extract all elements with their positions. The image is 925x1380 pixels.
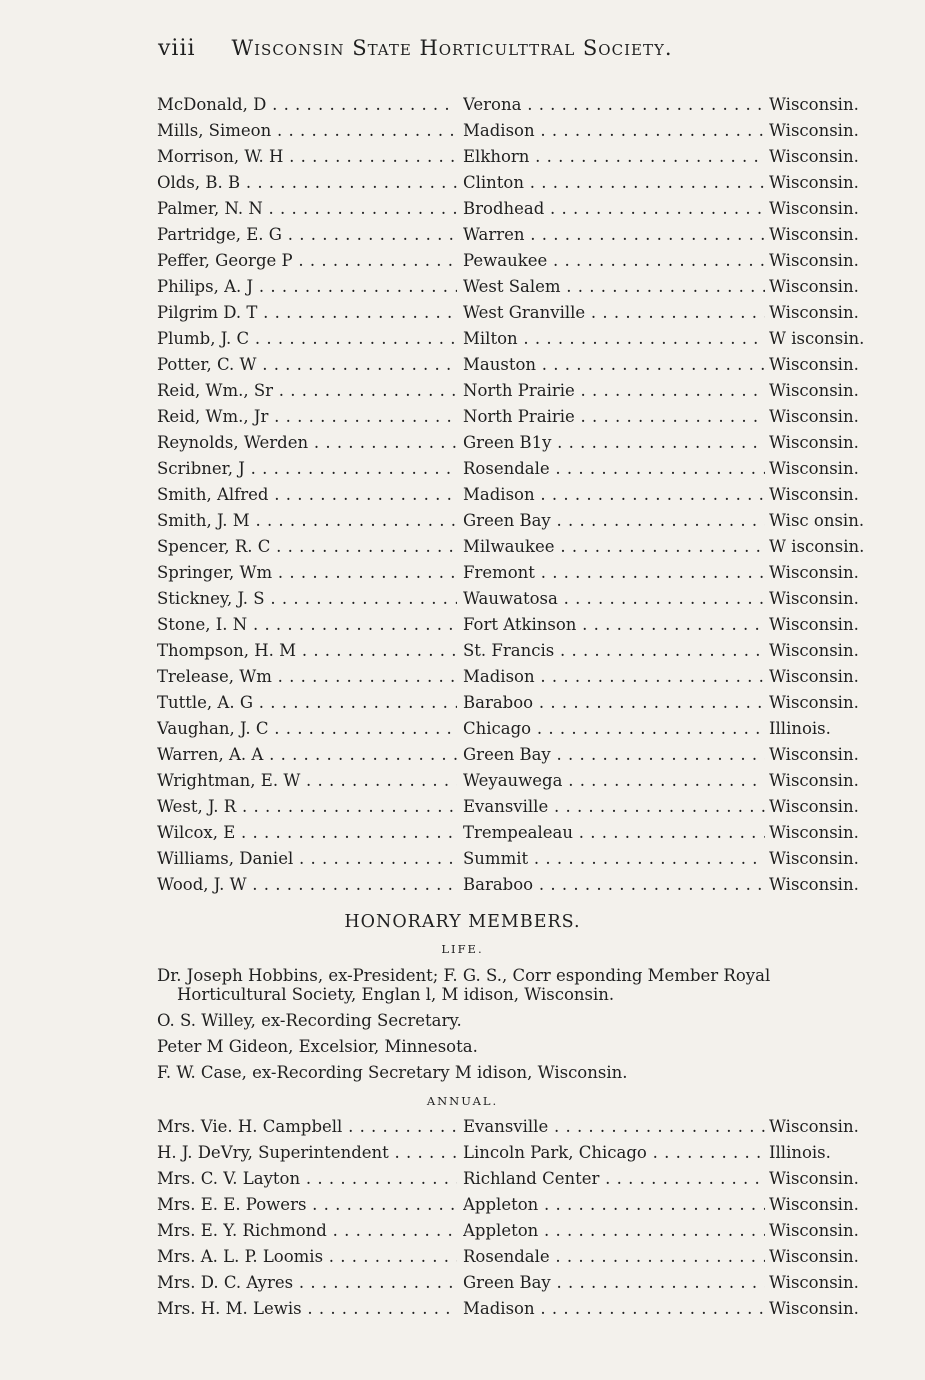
member-state-cell bbox=[769, 326, 885, 352]
member-name: Wood, J. W . . . bbox=[157, 875, 457, 894]
member-town-cell bbox=[463, 794, 765, 820]
member-state: Wisconsin. bbox=[769, 563, 859, 582]
member-row bbox=[157, 794, 885, 820]
member-state: Wisconsin. bbox=[769, 1273, 859, 1292]
member-name-cell bbox=[157, 378, 457, 404]
member-state-cell bbox=[769, 92, 885, 118]
member-row bbox=[157, 690, 885, 716]
member-state: Wisc onsin. bbox=[769, 511, 865, 530]
member-state-cell bbox=[769, 118, 885, 144]
member-row bbox=[157, 482, 885, 508]
member-name: Spencer, R. C . . . bbox=[157, 537, 457, 556]
member-name: Smith, Alfred . . . bbox=[157, 485, 457, 504]
member-state-cell bbox=[769, 404, 885, 430]
member-name-cell bbox=[157, 300, 457, 326]
member-state-cell bbox=[769, 378, 885, 404]
member-town-cell bbox=[463, 690, 765, 716]
annual-members-heading: ANNUAL. bbox=[426, 1094, 499, 1108]
member-state-cell bbox=[769, 248, 885, 274]
member-name-cell bbox=[157, 196, 457, 222]
member-town: Baraboo . . . bbox=[463, 693, 765, 712]
member-name: Wilcox, E . . . bbox=[157, 823, 457, 842]
member-state-cell bbox=[769, 664, 885, 690]
member-name: Mrs. E. Y. Richmond . . . bbox=[157, 1221, 457, 1240]
member-row bbox=[157, 1218, 885, 1244]
member-state: Wisconsin. bbox=[769, 823, 859, 842]
member-state: Wisconsin. bbox=[769, 1195, 859, 1214]
member-name: Reid, Wm., Sr . . . bbox=[157, 381, 457, 400]
life-member-entry bbox=[157, 1011, 897, 1030]
member-name-cell bbox=[157, 690, 457, 716]
member-town-cell bbox=[463, 1244, 765, 1270]
member-state-cell bbox=[769, 352, 885, 378]
member-row bbox=[157, 352, 885, 378]
member-town: Lincoln Park, Chicago . . . bbox=[463, 1143, 765, 1162]
member-row bbox=[157, 1192, 885, 1218]
member-town: Wauwatosa . . . bbox=[463, 589, 765, 608]
member-name: Philips, A. J . . . bbox=[157, 277, 457, 296]
member-state: Wisconsin. bbox=[769, 797, 859, 816]
member-state-cell bbox=[769, 508, 885, 534]
member-name-cell bbox=[157, 586, 457, 612]
life-members-heading: LIFE. bbox=[441, 942, 484, 956]
member-name: West, J. R . . . bbox=[157, 797, 457, 816]
member-row bbox=[157, 612, 885, 638]
member-name: Mrs. Vie. H. Campbell . . . bbox=[157, 1117, 457, 1136]
member-row bbox=[157, 638, 885, 664]
member-name: Plumb, J. C . . . bbox=[157, 329, 457, 348]
member-town: Green Bay . . . bbox=[463, 1273, 765, 1292]
member-name-cell bbox=[157, 1192, 457, 1218]
member-town: Evansville . . . bbox=[463, 1117, 765, 1136]
member-name: Stickney, J. S . . . bbox=[157, 589, 457, 608]
member-town-cell bbox=[463, 586, 765, 612]
member-state-cell bbox=[769, 768, 885, 794]
member-town: North Prairie . . . bbox=[463, 407, 765, 426]
member-row bbox=[157, 300, 885, 326]
annual-member-list bbox=[157, 1114, 885, 1322]
member-town-cell bbox=[463, 170, 765, 196]
member-row bbox=[157, 1166, 885, 1192]
member-name-cell bbox=[157, 118, 457, 144]
member-state: Wisconsin. bbox=[769, 615, 859, 634]
member-town-cell bbox=[463, 1140, 765, 1166]
member-state: Wisconsin. bbox=[769, 485, 859, 504]
member-state: Wisconsin. bbox=[769, 459, 859, 478]
member-name-cell bbox=[157, 326, 457, 352]
member-town-cell bbox=[463, 118, 765, 144]
member-row bbox=[157, 118, 885, 144]
member-state: Wisconsin. bbox=[769, 641, 859, 660]
member-town: Verona . . . bbox=[463, 95, 765, 114]
member-state: Wisconsin. bbox=[769, 121, 859, 140]
member-state: Wisconsin. bbox=[769, 1117, 859, 1136]
life-member-line: F. W. Case, ex-Recording Secretary M idison, Wisconsin. bbox=[157, 1063, 628, 1082]
member-name-cell bbox=[157, 664, 457, 690]
member-state-cell bbox=[769, 144, 885, 170]
member-town: Milton . . . bbox=[463, 329, 765, 348]
member-name-cell bbox=[157, 794, 457, 820]
member-town-cell bbox=[463, 352, 765, 378]
member-state: W isconsin. bbox=[769, 537, 865, 556]
member-name-cell bbox=[157, 430, 457, 456]
member-state: Wisconsin. bbox=[769, 407, 859, 426]
member-state-cell bbox=[769, 612, 885, 638]
member-town: Evansville . . . bbox=[463, 797, 765, 816]
member-name-cell bbox=[157, 1270, 457, 1296]
member-town: Trempealeau . . . bbox=[463, 823, 765, 842]
member-town: Warren . . . bbox=[463, 225, 765, 244]
member-name-cell bbox=[157, 1296, 457, 1322]
member-name-cell bbox=[157, 1244, 457, 1270]
life-member-line: Dr. Joseph Hobbins, ex-President; F. G. S., Corr esponding Member Royal bbox=[157, 966, 771, 985]
member-name-cell bbox=[157, 560, 457, 586]
member-town: Madison . . . bbox=[463, 667, 765, 686]
member-town: Fort Atkinson . . . bbox=[463, 615, 765, 634]
member-town-cell bbox=[463, 248, 765, 274]
life-member-entry bbox=[157, 1063, 897, 1082]
member-state: Illinois. bbox=[769, 719, 831, 738]
member-name: Stone, I. N . . . bbox=[157, 615, 457, 634]
life-member-entry bbox=[157, 966, 897, 1004]
member-name: Olds, B. B . . . bbox=[157, 173, 457, 192]
member-town-cell bbox=[463, 872, 765, 898]
member-town: Madison . . . bbox=[463, 1299, 765, 1318]
member-state: Wisconsin. bbox=[769, 355, 859, 374]
member-name-cell bbox=[157, 846, 457, 872]
member-row bbox=[157, 846, 885, 872]
member-name: Wrightman, E. W . . . bbox=[157, 771, 457, 790]
member-state: Wisconsin. bbox=[769, 693, 859, 712]
member-state: Wisconsin. bbox=[769, 589, 859, 608]
life-member-line: O. S. Willey, ex-Recording Secretary. bbox=[157, 1011, 462, 1030]
member-town-cell bbox=[463, 1192, 765, 1218]
honorary-members-heading: HONORARY MEMBERS. bbox=[344, 912, 581, 932]
member-town-cell bbox=[463, 638, 765, 664]
member-name-cell bbox=[157, 274, 457, 300]
member-state: Wisconsin. bbox=[769, 95, 859, 114]
member-row bbox=[157, 872, 885, 898]
member-name-cell bbox=[157, 1114, 457, 1140]
member-row bbox=[157, 404, 885, 430]
member-state: Wisconsin. bbox=[769, 251, 859, 270]
member-state-cell bbox=[769, 690, 885, 716]
member-name: Mrs. C. V. Layton . . . bbox=[157, 1169, 457, 1188]
member-state-cell bbox=[769, 1140, 885, 1166]
member-state-cell bbox=[769, 222, 885, 248]
member-state-cell bbox=[769, 742, 885, 768]
member-state: Wisconsin. bbox=[769, 225, 859, 244]
member-town: Green Bay . . . bbox=[463, 511, 765, 530]
member-name-cell bbox=[157, 638, 457, 664]
member-row bbox=[157, 742, 885, 768]
member-town: Appleton . . . bbox=[463, 1221, 765, 1240]
member-name: Vaughan, J. C . . . bbox=[157, 719, 457, 738]
member-town-cell bbox=[463, 482, 765, 508]
member-name-cell bbox=[157, 820, 457, 846]
member-state: Wisconsin. bbox=[769, 199, 859, 218]
member-row bbox=[157, 1270, 885, 1296]
member-row bbox=[157, 1114, 885, 1140]
member-name-cell bbox=[157, 612, 457, 638]
member-name-cell bbox=[157, 248, 457, 274]
member-town: West Granville . . . bbox=[463, 303, 765, 322]
member-town: Elkhorn . . . bbox=[463, 147, 765, 166]
life-member-list bbox=[157, 966, 897, 1089]
member-row bbox=[157, 144, 885, 170]
member-town: Chicago . . . bbox=[463, 719, 765, 738]
member-row bbox=[157, 430, 885, 456]
member-row bbox=[157, 1140, 885, 1166]
member-state-cell bbox=[769, 534, 885, 560]
member-state-cell bbox=[769, 430, 885, 456]
member-name: McDonald, D . . . bbox=[157, 95, 457, 114]
member-town: Mauston . . . bbox=[463, 355, 765, 374]
member-name: Mrs. E. E. Powers . . . bbox=[157, 1195, 457, 1214]
member-row bbox=[157, 716, 885, 742]
member-town-cell bbox=[463, 1296, 765, 1322]
member-row bbox=[157, 378, 885, 404]
member-name: Springer, Wm . . . bbox=[157, 563, 457, 582]
member-name: Mrs. D. C. Ayres . . . bbox=[157, 1273, 457, 1292]
member-state: Wisconsin. bbox=[769, 745, 859, 764]
member-name-cell bbox=[157, 1218, 457, 1244]
member-state-cell bbox=[769, 482, 885, 508]
member-name: Warren, A. A . . . bbox=[157, 745, 457, 764]
member-name-cell bbox=[157, 352, 457, 378]
member-state: Wisconsin. bbox=[769, 1299, 859, 1318]
member-name-cell bbox=[157, 170, 457, 196]
member-town-cell bbox=[463, 560, 765, 586]
member-town-cell bbox=[463, 144, 765, 170]
member-name-cell bbox=[157, 742, 457, 768]
member-state-cell bbox=[769, 196, 885, 222]
member-town-cell bbox=[463, 92, 765, 118]
member-town-cell bbox=[463, 846, 765, 872]
member-town: Rosendale . . . bbox=[463, 459, 765, 478]
member-name: Reynolds, Werden . . . bbox=[157, 433, 457, 452]
member-name-cell bbox=[157, 768, 457, 794]
member-state-cell bbox=[769, 274, 885, 300]
member-name-cell bbox=[157, 92, 457, 118]
member-row bbox=[157, 560, 885, 586]
member-town: Richland Center . . . bbox=[463, 1169, 765, 1188]
member-town-cell bbox=[463, 1270, 765, 1296]
member-name-cell bbox=[157, 482, 457, 508]
member-state-cell bbox=[769, 1296, 885, 1322]
member-name: Morrison, W. H . . . bbox=[157, 147, 457, 166]
member-town-cell bbox=[463, 274, 765, 300]
member-town-cell bbox=[463, 1114, 765, 1140]
member-state: Wisconsin. bbox=[769, 303, 859, 322]
member-state-cell bbox=[769, 1244, 885, 1270]
member-row bbox=[157, 1244, 885, 1270]
member-row bbox=[157, 508, 885, 534]
member-town-cell bbox=[463, 404, 765, 430]
member-town: Green B1y . . . bbox=[463, 433, 765, 452]
member-state: Wisconsin. bbox=[769, 667, 859, 686]
member-town-cell bbox=[463, 430, 765, 456]
member-state-cell bbox=[769, 1218, 885, 1244]
running-title: Wisconsin State Horticulttral Society. bbox=[231, 36, 673, 60]
member-town-cell bbox=[463, 456, 765, 482]
member-name: Potter, C. W . . . bbox=[157, 355, 457, 374]
member-town: Appleton . . . bbox=[463, 1195, 765, 1214]
member-town: Pewaukee . . . bbox=[463, 251, 765, 270]
member-state-cell bbox=[769, 1114, 885, 1140]
member-town-cell bbox=[463, 378, 765, 404]
page-header bbox=[158, 36, 798, 68]
member-row bbox=[157, 326, 885, 352]
member-state-cell bbox=[769, 638, 885, 664]
member-name: Peffer, George P . . . bbox=[157, 251, 457, 270]
member-state-cell bbox=[769, 846, 885, 872]
member-town: Clinton . . . bbox=[463, 173, 765, 192]
life-member-line: Peter M Gideon, Excelsior, Minnesota. bbox=[157, 1037, 478, 1056]
member-town-cell bbox=[463, 508, 765, 534]
member-town-cell bbox=[463, 820, 765, 846]
member-town-cell bbox=[463, 1166, 765, 1192]
member-state: Wisconsin. bbox=[769, 433, 859, 452]
member-state: Wisconsin. bbox=[769, 849, 859, 868]
member-list bbox=[157, 92, 885, 898]
member-town-cell bbox=[463, 612, 765, 638]
member-row bbox=[157, 534, 885, 560]
member-name: Scribner, J . . . bbox=[157, 459, 457, 478]
member-state-cell bbox=[769, 560, 885, 586]
member-name: Palmer, N. N . . . bbox=[157, 199, 457, 218]
member-name-cell bbox=[157, 872, 457, 898]
member-name: Pilgrim D. T . . . bbox=[157, 303, 457, 322]
member-town-cell bbox=[463, 716, 765, 742]
member-town-cell bbox=[463, 768, 765, 794]
member-name: Partridge, E. G . . . bbox=[157, 225, 457, 244]
member-name-cell bbox=[157, 144, 457, 170]
member-row bbox=[157, 248, 885, 274]
member-state-cell bbox=[769, 872, 885, 898]
member-town-cell bbox=[463, 222, 765, 248]
member-row bbox=[157, 820, 885, 846]
member-name: Reid, Wm., Jr . . . bbox=[157, 407, 457, 426]
member-row bbox=[157, 196, 885, 222]
page-number: viii bbox=[158, 36, 196, 61]
member-town: Madison . . . bbox=[463, 121, 765, 140]
member-state-cell bbox=[769, 456, 885, 482]
member-state-cell bbox=[769, 300, 885, 326]
member-state: Illinois. bbox=[769, 1143, 831, 1162]
life-member-entry bbox=[157, 1037, 897, 1056]
member-name: Thompson, H. M . . . bbox=[157, 641, 457, 660]
member-name-cell bbox=[157, 534, 457, 560]
member-state-cell bbox=[769, 820, 885, 846]
member-state: Wisconsin. bbox=[769, 381, 859, 400]
member-state-cell bbox=[769, 1166, 885, 1192]
member-name-cell bbox=[157, 456, 457, 482]
member-row bbox=[157, 456, 885, 482]
member-town-cell bbox=[463, 326, 765, 352]
member-row bbox=[157, 1296, 885, 1322]
member-state: Wisconsin. bbox=[769, 1247, 859, 1266]
member-town: North Prairie . . . bbox=[463, 381, 765, 400]
member-name: Trelease, Wm . . . bbox=[157, 667, 457, 686]
member-town: Weyauwega . . . bbox=[463, 771, 765, 790]
member-name: Williams, Daniel . . . bbox=[157, 849, 457, 868]
member-row bbox=[157, 586, 885, 612]
member-name: Mills, Simeon . . . bbox=[157, 121, 457, 140]
member-row bbox=[157, 664, 885, 690]
member-state-cell bbox=[769, 170, 885, 196]
member-town: Baraboo . . . bbox=[463, 875, 765, 894]
life-member-continuation: Horticultural Society, Englan l, M idison, Wisconsin. bbox=[177, 985, 615, 1004]
member-row bbox=[157, 222, 885, 248]
member-name-cell bbox=[157, 508, 457, 534]
member-state: Wisconsin. bbox=[769, 771, 859, 790]
member-row bbox=[157, 768, 885, 794]
member-town: West Salem . . . bbox=[463, 277, 765, 296]
member-town: Green Bay . . . bbox=[463, 745, 765, 764]
member-row bbox=[157, 92, 885, 118]
member-name-cell bbox=[157, 1140, 457, 1166]
member-name: Mrs. H. M. Lewis . . . bbox=[157, 1299, 457, 1318]
member-town: Summit . . . bbox=[463, 849, 765, 868]
member-town: St. Francis . . . bbox=[463, 641, 765, 660]
member-town-cell bbox=[463, 664, 765, 690]
member-state-cell bbox=[769, 794, 885, 820]
member-name: Mrs. A. L. P. Loomis . . . bbox=[157, 1247, 457, 1266]
member-state-cell bbox=[769, 586, 885, 612]
member-name-cell bbox=[157, 404, 457, 430]
member-name-cell bbox=[157, 716, 457, 742]
member-town-cell bbox=[463, 534, 765, 560]
member-town: Brodhead . . . bbox=[463, 199, 765, 218]
member-name: Tuttle, A. G . . . bbox=[157, 693, 457, 712]
member-state-cell bbox=[769, 1270, 885, 1296]
member-state-cell bbox=[769, 716, 885, 742]
member-state: Wisconsin. bbox=[769, 1169, 859, 1188]
member-town-cell bbox=[463, 300, 765, 326]
member-state: Wisconsin. bbox=[769, 173, 859, 192]
member-town: Madison . . . bbox=[463, 485, 765, 504]
member-town: Milwaukee . . . bbox=[463, 537, 765, 556]
member-town: Rosendale . . . bbox=[463, 1247, 765, 1266]
member-town-cell bbox=[463, 1218, 765, 1244]
member-name: Smith, J. M . . . bbox=[157, 511, 457, 530]
member-name-cell bbox=[157, 222, 457, 248]
member-town: Fremont . . . bbox=[463, 563, 765, 582]
member-state: W isconsin. bbox=[769, 329, 865, 348]
member-row bbox=[157, 274, 885, 300]
member-name: H. J. DeVry, Superintendent . . . bbox=[157, 1143, 457, 1162]
member-town-cell bbox=[463, 196, 765, 222]
member-town-cell bbox=[463, 742, 765, 768]
member-state: Wisconsin. bbox=[769, 875, 859, 894]
member-row bbox=[157, 170, 885, 196]
member-state: Wisconsin. bbox=[769, 277, 859, 296]
member-state: Wisconsin. bbox=[769, 1221, 859, 1240]
member-name-cell bbox=[157, 1166, 457, 1192]
member-state: Wisconsin. bbox=[769, 147, 859, 166]
member-state-cell bbox=[769, 1192, 885, 1218]
